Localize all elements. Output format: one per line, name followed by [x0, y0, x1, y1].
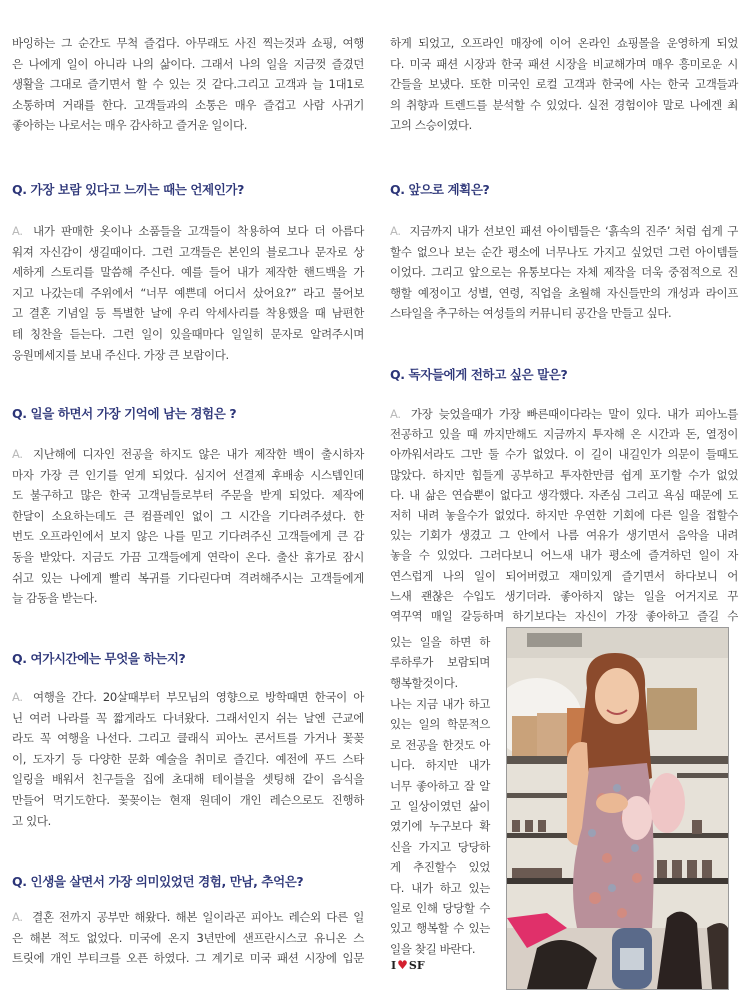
text-line: 만들어 먹기도한다. 꽃꽂이는 현재 원데이 개인 레슨으로도 진행하 [12, 792, 364, 807]
text-line: 고의 스승이였다. [390, 118, 472, 133]
text-line: 있는 기회가 생겼고 그 안에서 나름 여유가 생기면서 음악을 내려 [390, 528, 738, 543]
text-line: 트릿에 개인 부티크를 오픈 하였다. 그 계기로 미국 패션 시장에 입문 [12, 951, 364, 966]
text-line: 응원메세지를 보내 주신다. 가장 큰 보람이다. [12, 347, 229, 362]
text-line: 있는 일의 학문적으 [390, 717, 490, 732]
text-line: 있는 일을 하면 하 [390, 635, 490, 649]
text-line [12, 444, 364, 465]
text-line: 바잉하는 그 순간도 무척 즐겁다. 아무래도 사진 찍는것과 쇼핑, 여행 [12, 36, 364, 50]
answer-label: A. [12, 447, 23, 461]
text-line: 마자 가장 큰 인기를 얻게 되었다. 심지어 선결제 후배송 시스템인데 [12, 467, 364, 482]
text-line: 일링을 배워서 친구들을 집에 초대해 테이블을 셋팅해 같이 음식을 [12, 772, 364, 787]
heart-icon: ♥ [397, 958, 408, 972]
text-line: 소통하며 거래를 한다. 고객들과의 소통은 매우 즐겁고 사람 사귀기 [12, 97, 364, 112]
text-line: 있고 행복할 수 있는 [390, 921, 490, 936]
text-line: 닌 여러 나라를 꼭 짧게라도 다녀왔다. 그래서인지 쉬는 날엔 근교에 [12, 710, 364, 725]
logo-text-i: I [391, 958, 397, 972]
text-line: 다. 미국 패션 시장과 한국 패션 시장을 비교해가며 매우 흥미로운 시 [390, 56, 738, 71]
text-line: 일로 인해 당당할 수 [390, 901, 490, 916]
text-line: 은 나에게 일이 아니라 나의 삶이다. 그래서 나의 일을 지금껏 즐겼던 [12, 56, 364, 71]
text-line: 루하루가 보람되며 [390, 655, 490, 670]
text-line: 다. 내가 하고 있는 [390, 880, 490, 895]
answer-paragraph [12, 444, 364, 609]
narrow-paragraph-continuation [390, 632, 490, 693]
text-line: 이, 도자기 등 다양한 문화 예술을 취미로 즐긴다. 예전에 푸드 스타 [12, 751, 364, 766]
text-line: 한달이 소요하는데도 큰 컴플레인 없이 그 시간을 기다려주셨다. 한 [12, 508, 364, 523]
text-line: 고 있다. [12, 813, 51, 828]
text-line: 게 추진할수 있었 [390, 860, 490, 875]
text-line: 번도 오프라인에서 보지 않은 나를 믿고 기다려주신 고객들에게 큰 감 [12, 529, 364, 544]
text-line: 였기에 누구보다 확 [390, 819, 490, 834]
text-line [390, 404, 738, 424]
right-intro-paragraph [390, 33, 738, 136]
text-line: 로 전공을 한것도 아 [390, 737, 490, 752]
text-line: 쉬고 있는 나에게 빨리 복귀를 기다린다며 격려해주시는 고객들에게 [12, 570, 364, 585]
answer-label: A. [390, 224, 401, 238]
answer-text: 지난해에 디자인 전공을 하지도 않은 내가 제작한 백이 출시하자 [33, 447, 364, 461]
text-line: 의 취향과 트렌드를 분석할 수 있었다. 실전 경험이야 말로 나에겐 최 [390, 97, 738, 112]
i-love-sf-logo [391, 958, 425, 972]
text-line: 느새 괜찮은 수입도 생기더라. 좋아하지 않는 일을 어거지로 꾸 [390, 588, 738, 603]
text-line: 라도 꼭 여행을 나선다. 그리고 클래식 피아노 콘서트를 가거나 꽃꽂 [12, 731, 364, 746]
text-line [390, 221, 738, 242]
text-line: 행할 예정이고 성별, 연령, 직업을 초월해 자신들만의 개성과 라이프 [390, 285, 738, 300]
text-line: 스타일을 추구하는 여성들의 커뮤니티 공간을 만들고 싶다. [390, 306, 672, 321]
text-line: 놓을 수 있었다. 그러다보니 어느새 내가 평소에 즐겨하던 일이 자 [390, 548, 738, 563]
text-line: 연스럽게 나의 일이 되어버렸고 재미있게 즐기면서 하다보니 어 [390, 568, 738, 583]
text-line: 니다. 하지만 내가 [390, 758, 490, 773]
question-heading: Q. 여가시간에는 무엇을 하는지? [12, 651, 186, 666]
text-line: 좋아하는 나로서는 매우 감사하고 즐거운 일이다. [12, 118, 248, 133]
answer-text: 가장 늦었을때가 가장 빠른때이다라는 말이 있다. 내가 피아노를 [410, 407, 738, 421]
text-line: 너무 좋아하고 잘 알 [390, 778, 490, 793]
answer-text: 여행을 간다. 20살때부터 부모님의 영향으로 방학때면 한국이 아 [33, 690, 364, 704]
text-line: 일을 찾길 바란다. [390, 941, 476, 956]
logo-text-sf: SF [408, 958, 425, 972]
answer-paragraph [12, 221, 364, 365]
question-heading: Q. 인생을 살면서 가장 의미있었던 경험, 만남, 추억은? [12, 874, 304, 889]
answer-text: 결혼 전까지 공부만 해왔다. 해본 일이라곤 피아노 레슨외 다른 일 [32, 910, 364, 924]
text-line: 저히 내려 놓을수가 없었다. 하지만 우연한 기회에 다른 일을 접할수 [390, 508, 738, 523]
text-line: 간들을 보냈다. 또한 미국인 로컬 고객과 한국에 사는 한국 고객들과 [390, 77, 738, 92]
text-line: 고 일상이였던 삶이 [390, 799, 490, 814]
narrow-paragraph-closing [390, 694, 490, 959]
interview-photo [506, 627, 729, 990]
answer-text: 지금까지 내가 선보인 패션 아이템들은 ‘흙속의 진주’ 처럼 쉽게 구 [409, 224, 738, 238]
text-line: 세하게 스토리를 말씀해 주신다. 예를 들어 내가 제작한 핸드백을 가 [12, 265, 364, 280]
answer-paragraph [390, 404, 738, 626]
text-line: 다. 내 삶은 연습뿐이 없다고 생각했다. 자존심 그리고 욕심 때문에 도 [390, 487, 738, 502]
answer-paragraph [12, 907, 364, 969]
answer-text: 내가 판매한 옷이나 소품들을 고객들이 착용하여 보다 더 아름다 [33, 224, 364, 238]
text-line: 행복할것이다. [390, 675, 458, 690]
photo-illustration [507, 628, 728, 989]
answer-paragraph [390, 221, 738, 324]
text-line: 하게 되었고, 오프라인 매장에 이어 온라인 쇼핑몰을 운영하게 되었 [390, 36, 738, 50]
text-line: 나는 지금 내가 하고 [390, 697, 490, 711]
text-line [12, 221, 364, 242]
answer-label: A. [12, 910, 23, 924]
question-heading: Q. 일을 하면서 가장 기억에 남는 경험은 ? [12, 406, 237, 421]
answer-label: A. [390, 407, 401, 421]
answer-paragraph [12, 687, 364, 831]
text-line: 늘 감동을 받는다. [12, 591, 98, 606]
text-line: 이었다. 그리고 앞으로는 유통보다는 자체 제작을 더욱 중점적으로 진 [390, 265, 738, 280]
question-heading: Q. 앞으로 계획은? [390, 182, 490, 197]
text-line: 생활을 그대로 즐기면서 할 수 있는 것 같다.그리고 고객과 늘 1대1로 [12, 77, 364, 92]
text-line: 워져 자신감이 생길때이다. 그런 고객들은 본인의 블로그나 문자로 상 [12, 244, 364, 259]
text-line: 할수 없으나 보는 순간 평소에 너무나도 가지고 싶었던 그런 아이템들 [390, 244, 738, 259]
question-heading: Q. 독자들에게 전하고 싶은 말은? [390, 367, 568, 382]
text-line: 동을 받았다. 지금도 가끔 고객들에게 연락이 온다. 출산 휴가로 잠시 [12, 549, 364, 564]
left-intro-paragraph [12, 33, 364, 136]
text-line: 역꾸역 매일 갈등하며 하기보다는 자신이 가장 좋아하고 즐길 수 [390, 609, 738, 624]
text-line: 많았다. 하지만 힘들게 공부하고 투자한만큼 쉽게 포기할 수가 없었 [390, 467, 738, 482]
text-line: 도 불구하고 많은 한국 고객님들로부터 주문을 받게 되었다. 제작에 [12, 488, 364, 503]
text-line: 테 칭찬을 듣는다. 그런 일이 있을때마다 일일히 문자로 알려주시며 [12, 326, 364, 341]
text-line: 아까워서라도 그만 둘 수가 없었다. 이 길이 내길인가 의문이 들때도 [390, 447, 738, 462]
text-line [12, 907, 364, 928]
answer-label: A. [12, 690, 23, 704]
text-line: 지고 나갔는데 주위에서 “너무 예쁜데 어디서 샀어요?” 라고 물어보 [12, 285, 364, 300]
text-line: 전공하고 있을 때 까지만해도 지금까지 투자해 온 시간과 돈, 열정이 [390, 427, 738, 442]
text-line: 신을 가지고 당당하 [390, 839, 490, 854]
answer-label: A. [12, 224, 23, 238]
text-line [12, 687, 364, 708]
text-line: 은 해본 적도 없었다. 미국에 온지 3년만에 샌프란시스코 유니온 스 [12, 930, 364, 945]
text-line: 고 결혼 기념일 등 특별한 날에 우리 악세사리를 착용했을 때 남편한 [12, 306, 364, 321]
question-heading: Q. 가장 보람 있다고 느끼는 때는 언제인가? [12, 182, 244, 197]
